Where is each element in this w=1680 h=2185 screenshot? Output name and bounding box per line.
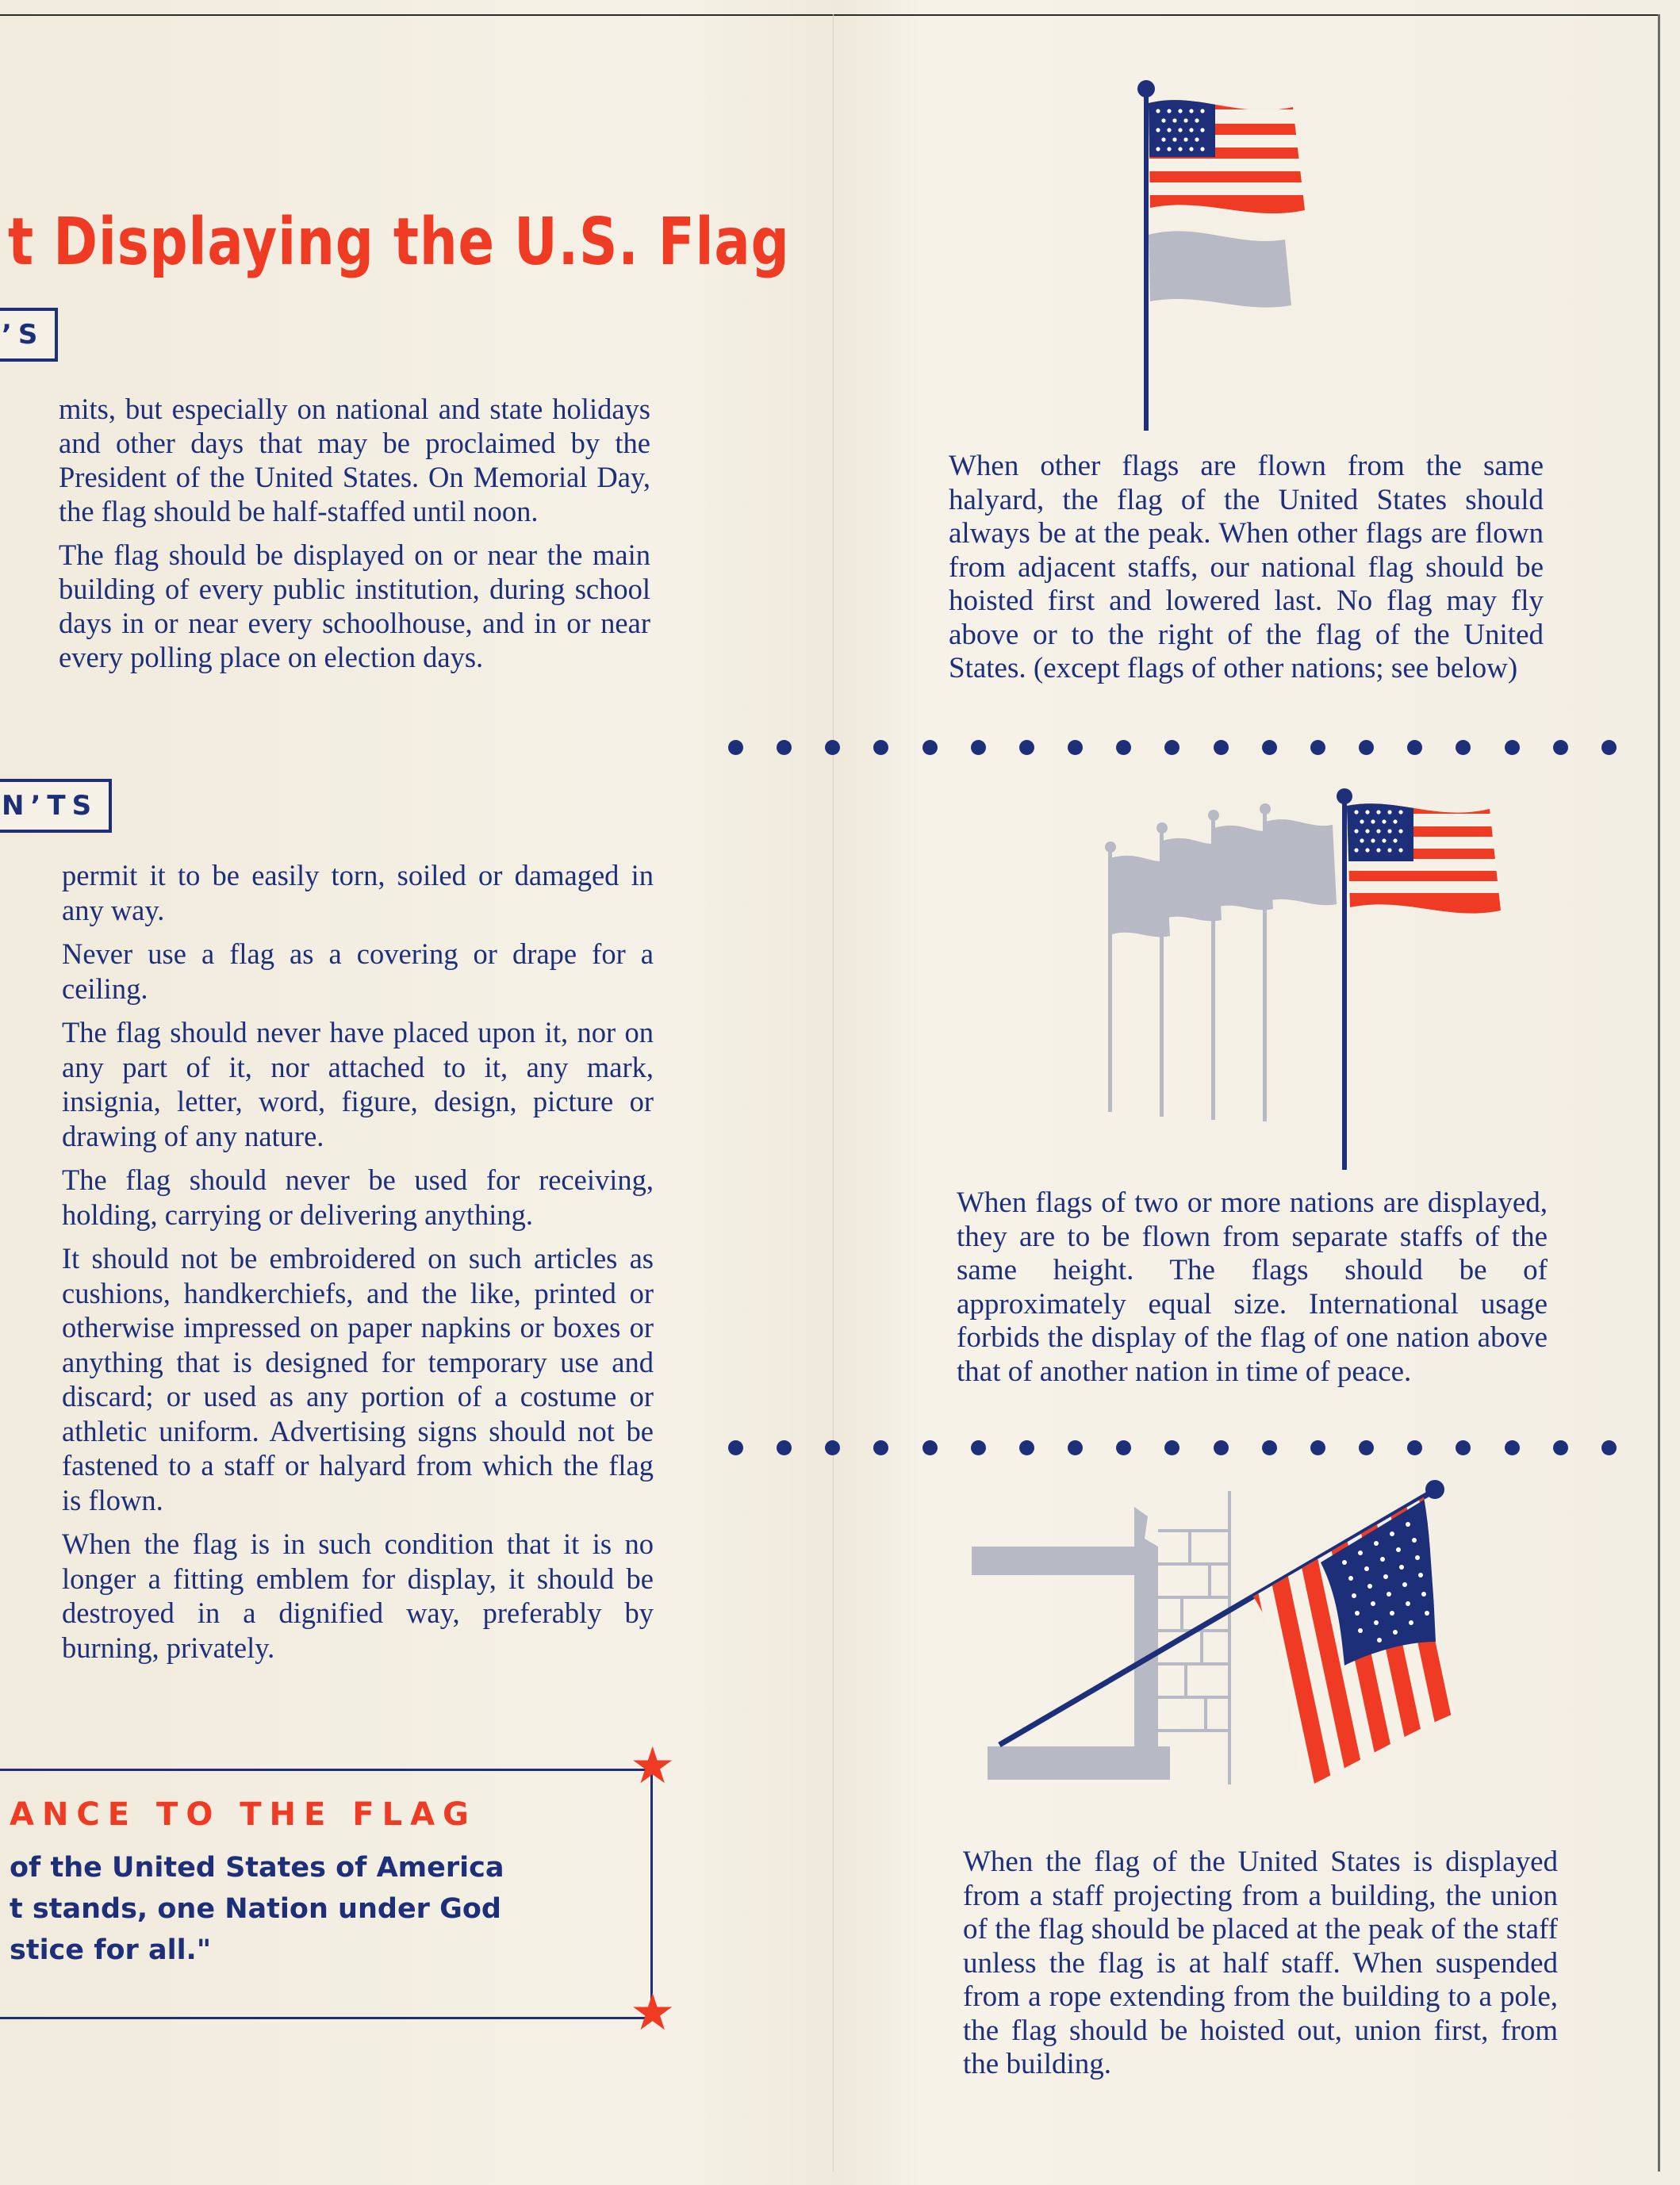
donts-paragraph: Never use a flag as a covering or drape for a ceiling. — [62, 937, 654, 1005]
gray-flags-group — [1105, 803, 1337, 1121]
dos-section — [59, 392, 650, 684]
star-icon: ★ — [630, 1738, 676, 1794]
us-flag-icon — [1341, 793, 1515, 917]
page-title: t Displaying the U.S. Flag — [8, 205, 790, 280]
staff-finial — [1425, 1480, 1444, 1499]
dot-divider — [728, 740, 1617, 759]
right-edge-line — [1658, 14, 1660, 2172]
pledge-line-1: of the United States of America — [10, 1852, 504, 1884]
top-edge-line — [0, 14, 1658, 16]
dos-tag: ’S — [0, 308, 58, 362]
pledge-line-2: t stands, one Nation under God — [10, 1893, 501, 1925]
caption-other-nations: When flags of two or more nations are displayed, they are to be flown from separate staffs of the same height. The flags should be of approximately equal size. International usage forbids the display of the flag of one nation above that of another nation in time of peace. — [957, 1186, 1548, 1388]
flag-staff — [1342, 801, 1347, 1170]
donts-paragraph: permit it to be easily torn, soiled or damaged in any way. — [62, 859, 654, 926]
caption-building-staff: When the flag of the United States is displayed from a staff projecting from a building, the union of the flag should be placed at the peak of the staff unless the flag is at half staff. When suspended from a rope extending from the building to a pole, the flag should be hoisted out, union first, from the building. — [963, 1846, 1558, 2080]
us-flag-icon — [1217, 1475, 1502, 1806]
donts-paragraph: When the flag is in such condition that it is no longer a fitting emblem for display, it should be destroyed in a dignified way, preferably by burning, privately. — [62, 1528, 654, 1664]
donts-tag: N’TS — [0, 779, 112, 833]
caption-same-halyard: When other flags are flown from the same halyard, the flag of the United States should always be at the peak. When other flags are flown from adjacent staffs, our national flag should be hoisted first and lowered last. No flag may fly above or to the right of the flag of the United States. (except flags of other nations; see below) — [949, 450, 1544, 684]
flag-staff — [1144, 94, 1149, 431]
building-staff-illustration — [972, 1475, 1448, 1840]
us-flag-icon — [1142, 95, 1317, 214]
gray-flag-icon — [1149, 231, 1291, 307]
dos-paragraph: The flag should be displayed on or near the main building of every public institution, during school days in or near every schoolhouse, and in or near every polling place on election days. — [59, 539, 650, 673]
dot-divider — [728, 1440, 1617, 1459]
donts-paragraph: It should not be embroidered on such articles as cushions, handkerchiefs, and the like, printed or otherwise impressed on paper napkins or boxes or anything that is designed for temporary use and discard; or used as any portion of a costume or athletic uniform. Advertising signs should not be fastened to a staff or halyard from which the flag is flown. — [62, 1242, 654, 1516]
star-icon: ★ — [630, 1984, 676, 2041]
center-fold — [833, 14, 834, 2172]
donts-paragraph: The flag should never have placed upon it, nor on any part of it, nor attached to it, any mark, insignia, letter, word, figure, design, picture or drawing of any nature. — [62, 1016, 654, 1152]
donts-paragraph: The flag should never be used for receiving, holding, carrying or delivering anything. — [62, 1163, 654, 1231]
pledge-title: ANCE TO THE FLAG — [10, 1796, 477, 1833]
dos-paragraph: mits, but especially on national and state holidays and other days that may be proclaimed by the President of the United States. On Memorial Day, the flag should be half-staffed until noon. — [59, 393, 650, 527]
donts-section — [62, 858, 654, 1674]
pledge-line-3: stice for all." — [10, 1934, 212, 1966]
single-halyard-illustration — [1110, 71, 1372, 436]
multiple-nations-illustration — [1095, 785, 1523, 1174]
